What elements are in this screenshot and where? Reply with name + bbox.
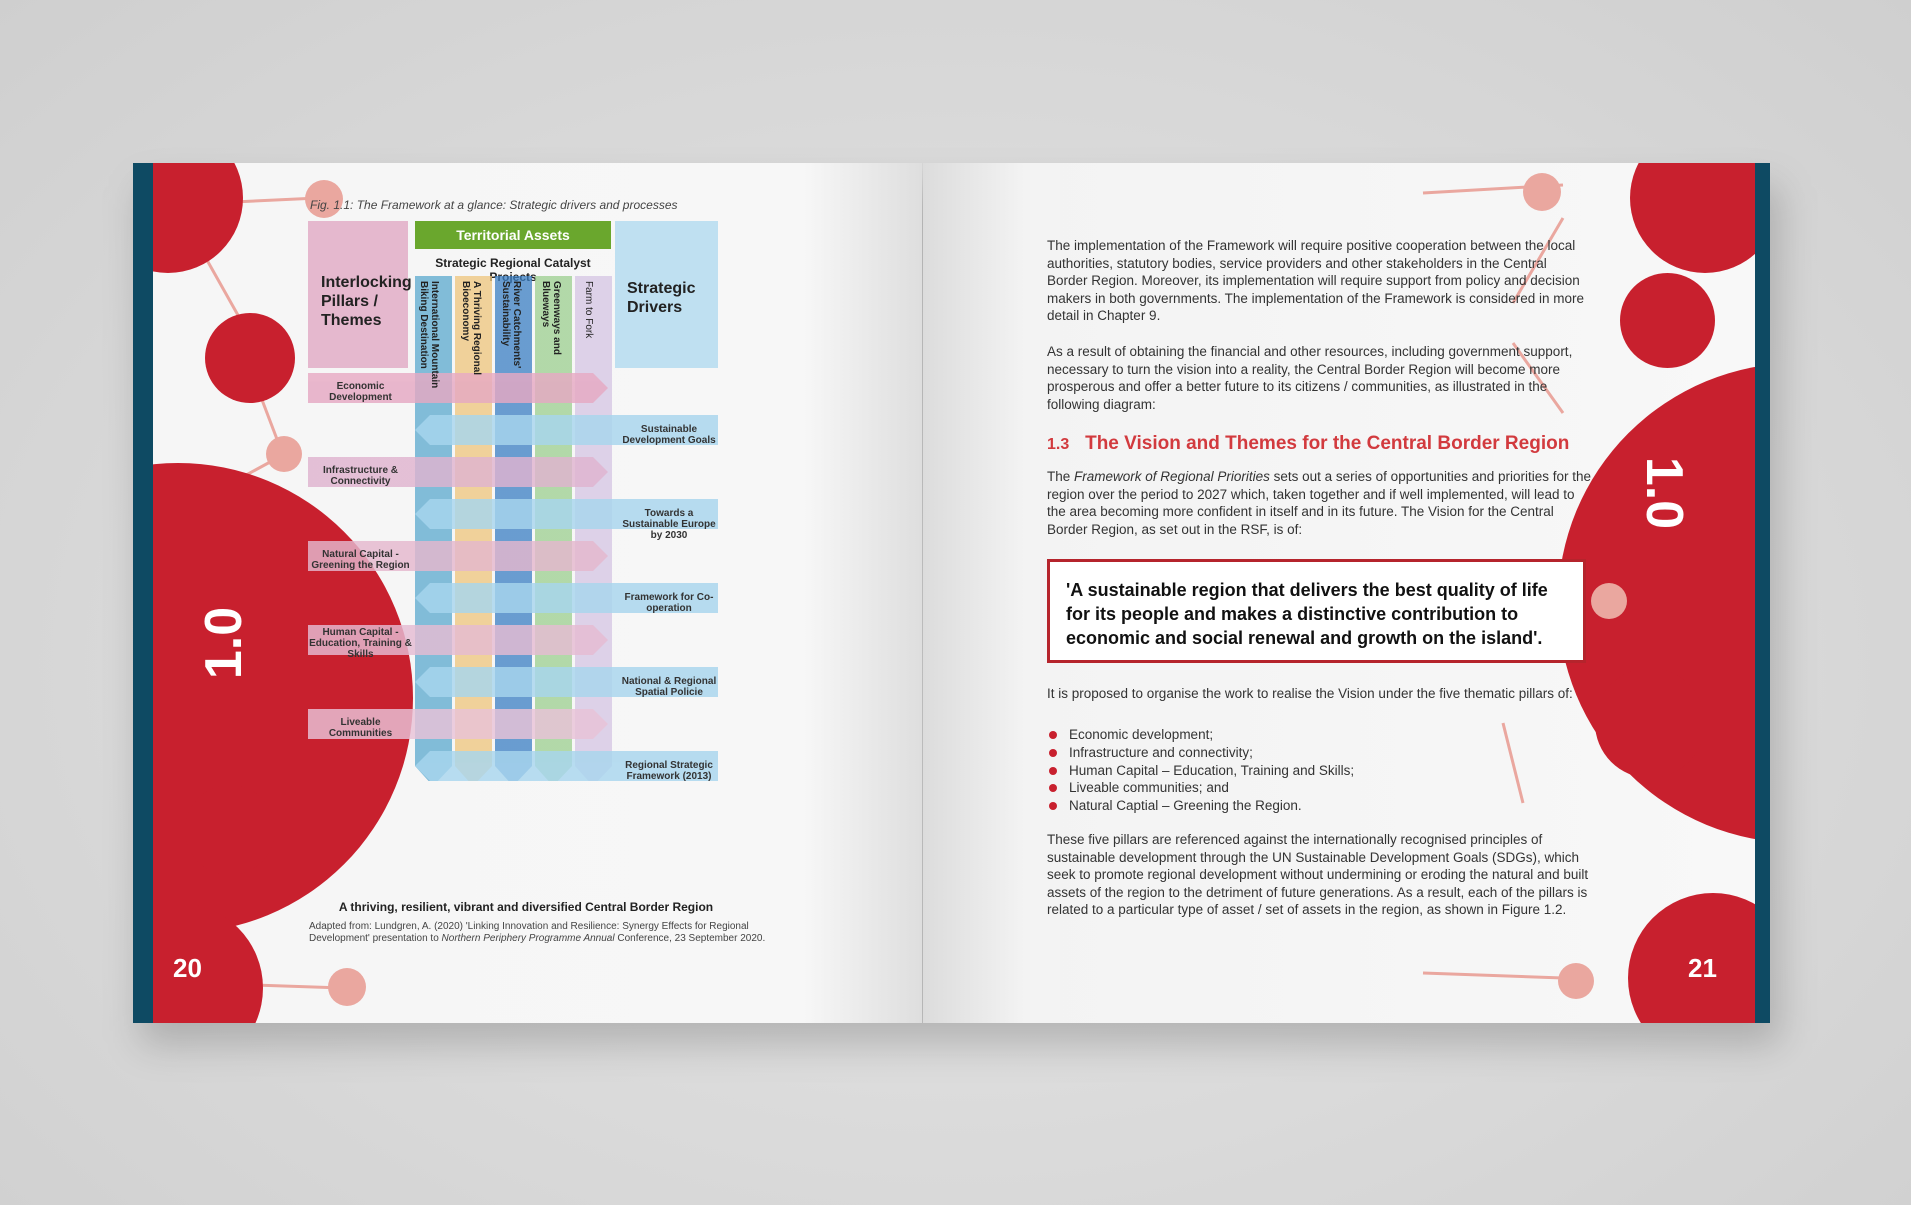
adapted-from-line2a: Development' presentation to [309, 933, 439, 944]
right-page [923, 163, 1770, 1023]
paragraph-1: The implementation of the Framework will require positive cooperation between the local authorities, statutory bodies, service providers and other stakeholders in the Central Border Region. Moreover, its implementation will require support from policy and decision makers in both governments. The implementation of the Framework is considered in more detail in Chapter 9. [1047, 238, 1584, 323]
figure-caption: Fig. 1.1: The Framework at a glance: Strategic drivers and processes [310, 198, 678, 212]
driver-label: Towards a Sustainable Europe by 2030 [622, 508, 716, 541]
pillar-label: Economic Development [329, 381, 392, 403]
section-title: The Vision and Themes for the Central Border Region [1085, 433, 1570, 454]
list-item-text: Human Capital – Education, Training and Skills; [1069, 762, 1355, 778]
adapted-from-line1: Adapted from: Lundgren, A. (2020) 'Linking Innovation and Resilience: Synergy Effects for Regional [309, 921, 749, 932]
list-item [1047, 744, 1587, 762]
adapted-from-line2 [309, 933, 829, 945]
paragraph-4: It is proposed to organise the work to realise the Vision under the five thematic pillars of: [1047, 686, 1573, 701]
bullet-icon [1049, 784, 1057, 792]
paragraph-5: These five pillars are referenced against the internationally recognised principles of sustainable development through the UN Sustainable Development Goals (SDGs), which seek to promote regional development without undermining or eroding the natural and built assets of the region to the detriment of future generations. As a result, each of the pillars is related to a particular type of asset / set of assets in the region, as shown in Figure 1.2. [1047, 832, 1589, 917]
decor-dot [328, 968, 366, 1006]
decor-dot [1523, 173, 1561, 211]
paragraph-2: As a result of obtaining the financial and other resources, including government support, necessary to turn the vision into a reality, the Central Border Region will become more prosperous and offer a better future to its citizens / communities, as illustrated in the following diagram: [1047, 344, 1573, 412]
book-cover-edge-left [133, 163, 153, 1023]
adapted-from-line2b: Northern Periphery Programme Annual [441, 933, 615, 944]
chapter-number: 1.0 [1635, 456, 1693, 530]
column-label: Farm to Fork [583, 281, 594, 339]
page-number: 20 [173, 953, 202, 983]
framework-diagram [308, 221, 922, 781]
left-page [133, 163, 922, 1023]
column-label: International Mountain Biking Destination [418, 281, 440, 389]
catalyst-projects-label: Strategic Regional Catalyst [435, 256, 591, 270]
decor-dot [1558, 963, 1594, 999]
adapted-from-line2c: Conference, 23 September 2020. [617, 933, 766, 944]
pillars-list [1047, 726, 1587, 815]
decor-dot [1591, 583, 1627, 619]
diagram-shapes [308, 221, 922, 781]
vision-quote-box [1047, 559, 1586, 663]
list-item-text: Economic development; [1069, 727, 1214, 742]
diagram-bottom-title: A thriving, resilient, vibrant and diversified Central Border Region [338, 900, 714, 914]
driver-label: National & Regional Spatial Policie [621, 676, 717, 698]
list-item [1047, 762, 1587, 780]
adapted-from [309, 921, 829, 945]
column-label: River Catchments' Sustainability [500, 281, 522, 369]
book-cover-edge-right [1755, 163, 1770, 1023]
driver-label: Sustainable Development Goals [622, 424, 716, 446]
driver-label: Framework for Co-operation [624, 592, 714, 614]
paragraph-3-italic: Framework of Regional Priorities [1074, 469, 1270, 484]
bullet-icon [1049, 731, 1057, 739]
decor-circle [1620, 273, 1715, 368]
list-item-text: Infrastructure and connectivity; [1069, 744, 1253, 760]
driver-label: Regional Strategic Framework (2013) [625, 760, 713, 782]
pillars-header-title: Interlocking Pillars / Themes [321, 274, 412, 329]
pillar-label: Natural Capital - Greening the Region [311, 549, 410, 571]
list-item [1047, 726, 1587, 744]
bullet-icon [1049, 802, 1057, 810]
paragraph-3 [1047, 468, 1592, 538]
decor-circle [185, 785, 275, 875]
vision-quote: 'A sustainable region that delivers the best quality of life for its people and makes a distinctive contribution to economic and social renewal and growth on the island'. [1066, 580, 1548, 648]
territorial-assets-label: Territorial Assets [456, 227, 570, 243]
list-item-text: Natural Captial – Greening the Region. [1069, 798, 1302, 814]
pillar-label: Infrastructure & Connectivity [322, 465, 398, 487]
decor-circle [1595, 668, 1705, 778]
pillar-label: Human Capital - Education, Training & Skills [309, 627, 412, 660]
bullet-icon [1049, 767, 1057, 775]
decor-dot [266, 436, 302, 472]
section-number: 1.3 [1047, 436, 1070, 453]
pillar-label: Liveable Communities [328, 717, 393, 739]
bullet-icon [1049, 749, 1057, 757]
column-label: Greenways and Blueways [540, 281, 562, 355]
paragraph-3-post: sets out a series of opportunities and priorities for the region over the period to 2027 which, taken together and if well implemented, will lead to the area becoming more confident in itself and in its future. The Vision for the Central Border Region, as set out in the RSF, is of: [1047, 469, 1592, 537]
paragraph-3-pre: The [1047, 469, 1071, 484]
list-item [1047, 779, 1587, 797]
page-number: 21 [1688, 953, 1717, 983]
drivers-header-title: Strategic Drivers [627, 280, 696, 316]
list-item [1047, 797, 1587, 815]
section-heading [1047, 433, 1607, 455]
column-label: A Thriving Regional Bioeconomy [460, 281, 482, 376]
decor-circle [205, 313, 295, 403]
chapter-number: 1.0 [195, 606, 253, 680]
list-item-text: Liveable communities; and [1069, 780, 1229, 796]
